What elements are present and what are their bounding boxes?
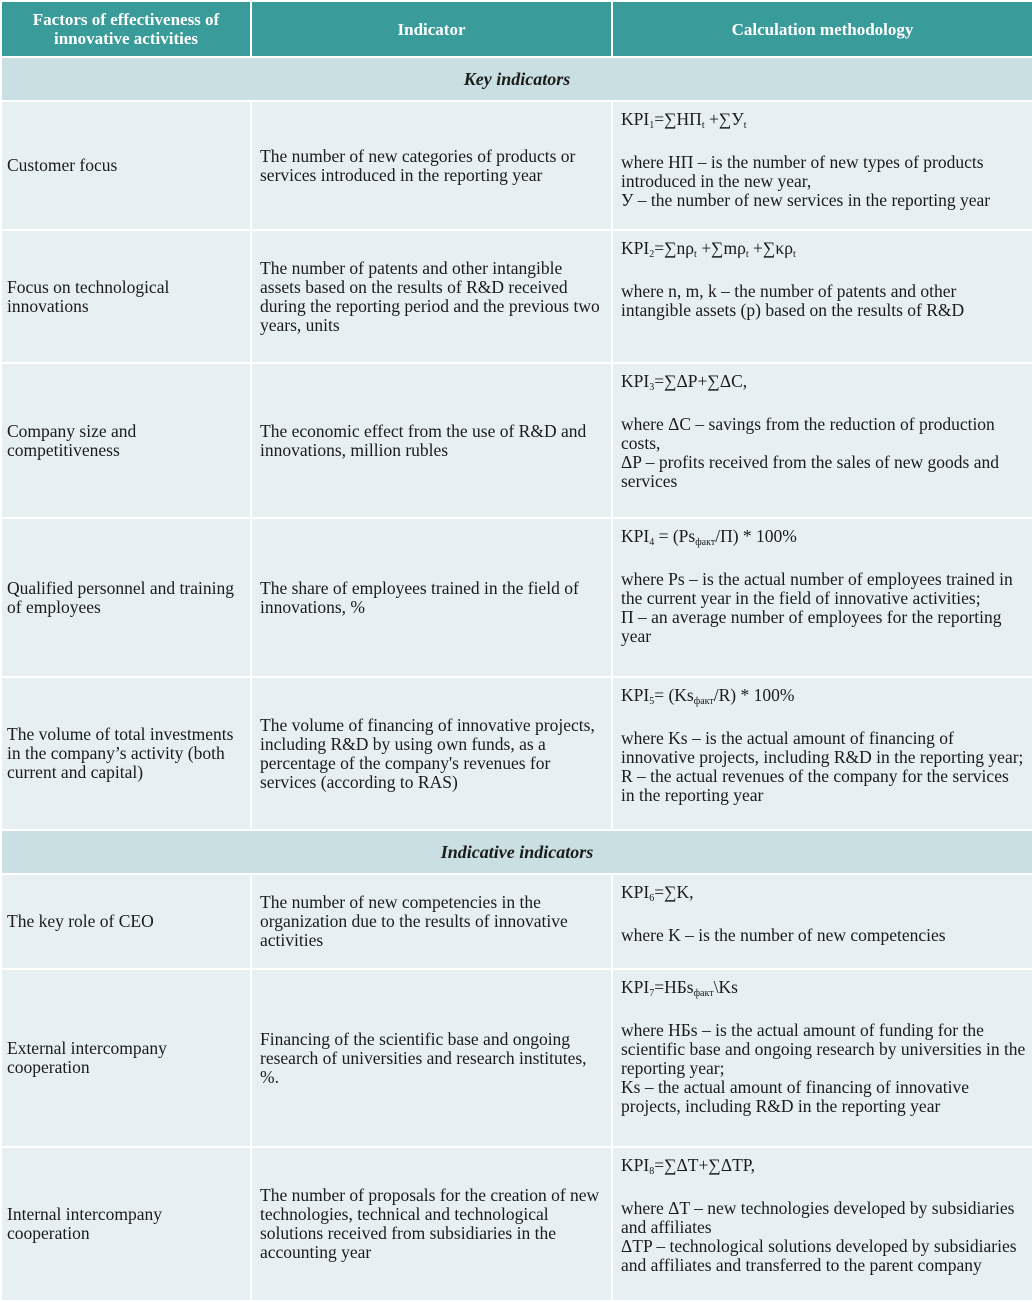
table-row [1,874,1032,969]
indicator-cell: The number of patents and other intangible assets based on the results of R&D received during the reporting period and the previous two years, units [251,230,612,363]
table-row [1,230,1032,363]
kpi-formula: $KPI_2=\sum n\rho_t +\sum m\rho_t +\sum\kappa\rho_t$ [621,238,796,260]
section-title: Indicative indicators [1,830,1032,874]
factor-cell: The volume of total investments in the company’s activity (both current and capital) [1,677,251,830]
section-row-key [1,57,1032,101]
method-line: where Ks – is the actual amount of financing of innovative projects, including R&D in the reporting year; [621,728,1024,767]
method-line: У – the number of new services in the reporting year [621,190,991,210]
method-line: where ΔC – savings from the reduction of production costs, [621,414,995,453]
method-cell [612,230,1032,363]
section-title: Key indicators [1,57,1032,101]
method-line: ΔTP – technological solutions developed by subsidiaries and affiliates and transferred to the parent company [621,1236,1017,1275]
table-row [1,677,1032,830]
method-cell [612,101,1032,230]
table-row [1,1147,1032,1301]
method-line: Ks – the actual amount of financing of innovative projects, including R&D in the reporting year [621,1077,969,1116]
factor-cell: Qualified personnel and training of employees [1,518,251,677]
method-cell [612,518,1032,677]
table-row [1,363,1032,518]
indicator-cell: Financing of the scientific base and ongoing research of universities and research institutes, %. [251,969,612,1147]
indicator-cell: The number of proposals for the creation of new technologies, technical and technological solutions received from subsidiaries in the accounting year [251,1147,612,1301]
method-line: where n, m, k – the number of patents and other intangible assets (p) based on the results of R&D [621,281,965,320]
method-line: where K – is the number of new competencies [621,925,946,945]
kpi-formula: $KPI_5= (Ks_{факт}/R) * 100\%$ [621,685,795,707]
indicator-cell: The number of new competencies in the organization due to the results of innovative activities [251,874,612,969]
indicator-cell: The share of employees trained in the field of innovations, % [251,518,612,677]
header-method: Calculation methodology [612,1,1032,57]
kpi-formula: $KPI_6=\sum K$, [621,882,694,904]
method-line: where НБs – is the actual amount of funding for the scientific base and ongoing research by universities in the reporting year; [621,1020,1026,1078]
method-line: R – the actual revenues of the company for the services in the reporting year [621,766,1009,805]
kpi-formula: $KPI_4 = (Ps_{факт}/П) * 100\%$ [621,526,797,548]
factor-cell: The key role of CEO [1,874,251,969]
method-cell [612,1147,1032,1301]
factor-cell: Internal intercompany cooperation [1,1147,251,1301]
method-cell [612,677,1032,830]
method-line: where ΔT – new technologies developed by subsidiaries and affiliates [621,1198,1015,1237]
header-row [1,1,1032,57]
indicator-cell: The number of new categories of products or services introduced in the reporting year [251,101,612,230]
indicator-cell: The economic effect from the use of R&D and innovations, million rubles [251,363,612,518]
method-line: where Ps – is the actual number of employees trained in the current year in the field of innovative activities; [621,569,1013,608]
kpi-formula: $KPI_7=НБs_{факт}\backslash Ks$ [621,977,738,999]
header-indicator: Indicator [251,1,612,57]
kpi-formula: $KPI_8=\sum\Delta T+\sum\Delta TP$, [621,1155,755,1177]
factor-cell: External intercompany cooperation [1,969,251,1147]
table-row [1,969,1032,1147]
method-line: ΔP – profits received from the sales of new goods and services [621,452,1000,491]
method-cell [612,363,1032,518]
kpi-formula: $KPI_1=\sum НП_t +\sum У_t$ [621,109,747,131]
method-line: П – an average number of employees for the reporting year [621,607,1002,646]
method-cell [612,874,1032,969]
factor-cell: Company size and competitiveness [1,363,251,518]
table-row [1,518,1032,677]
indicator-cell: The volume of financing of innovative projects, including R&D by using own funds, as a percentage of the company's revenues for services (according to RAS) [251,677,612,830]
method-line: where НП – is the number of new types of products introduced in the new year, [621,152,984,191]
method-cell [612,969,1032,1147]
header-factors: Factors of effectiveness of innovative activities [1,1,251,57]
factor-cell: Customer focus [1,101,251,230]
kpi-formula: $KPI_3=\sum\Delta P+\sum\Delta C$, [621,371,748,393]
table-row [1,101,1032,230]
section-row-indicative [1,830,1032,874]
factor-cell: Focus on technological innovations [1,230,251,363]
